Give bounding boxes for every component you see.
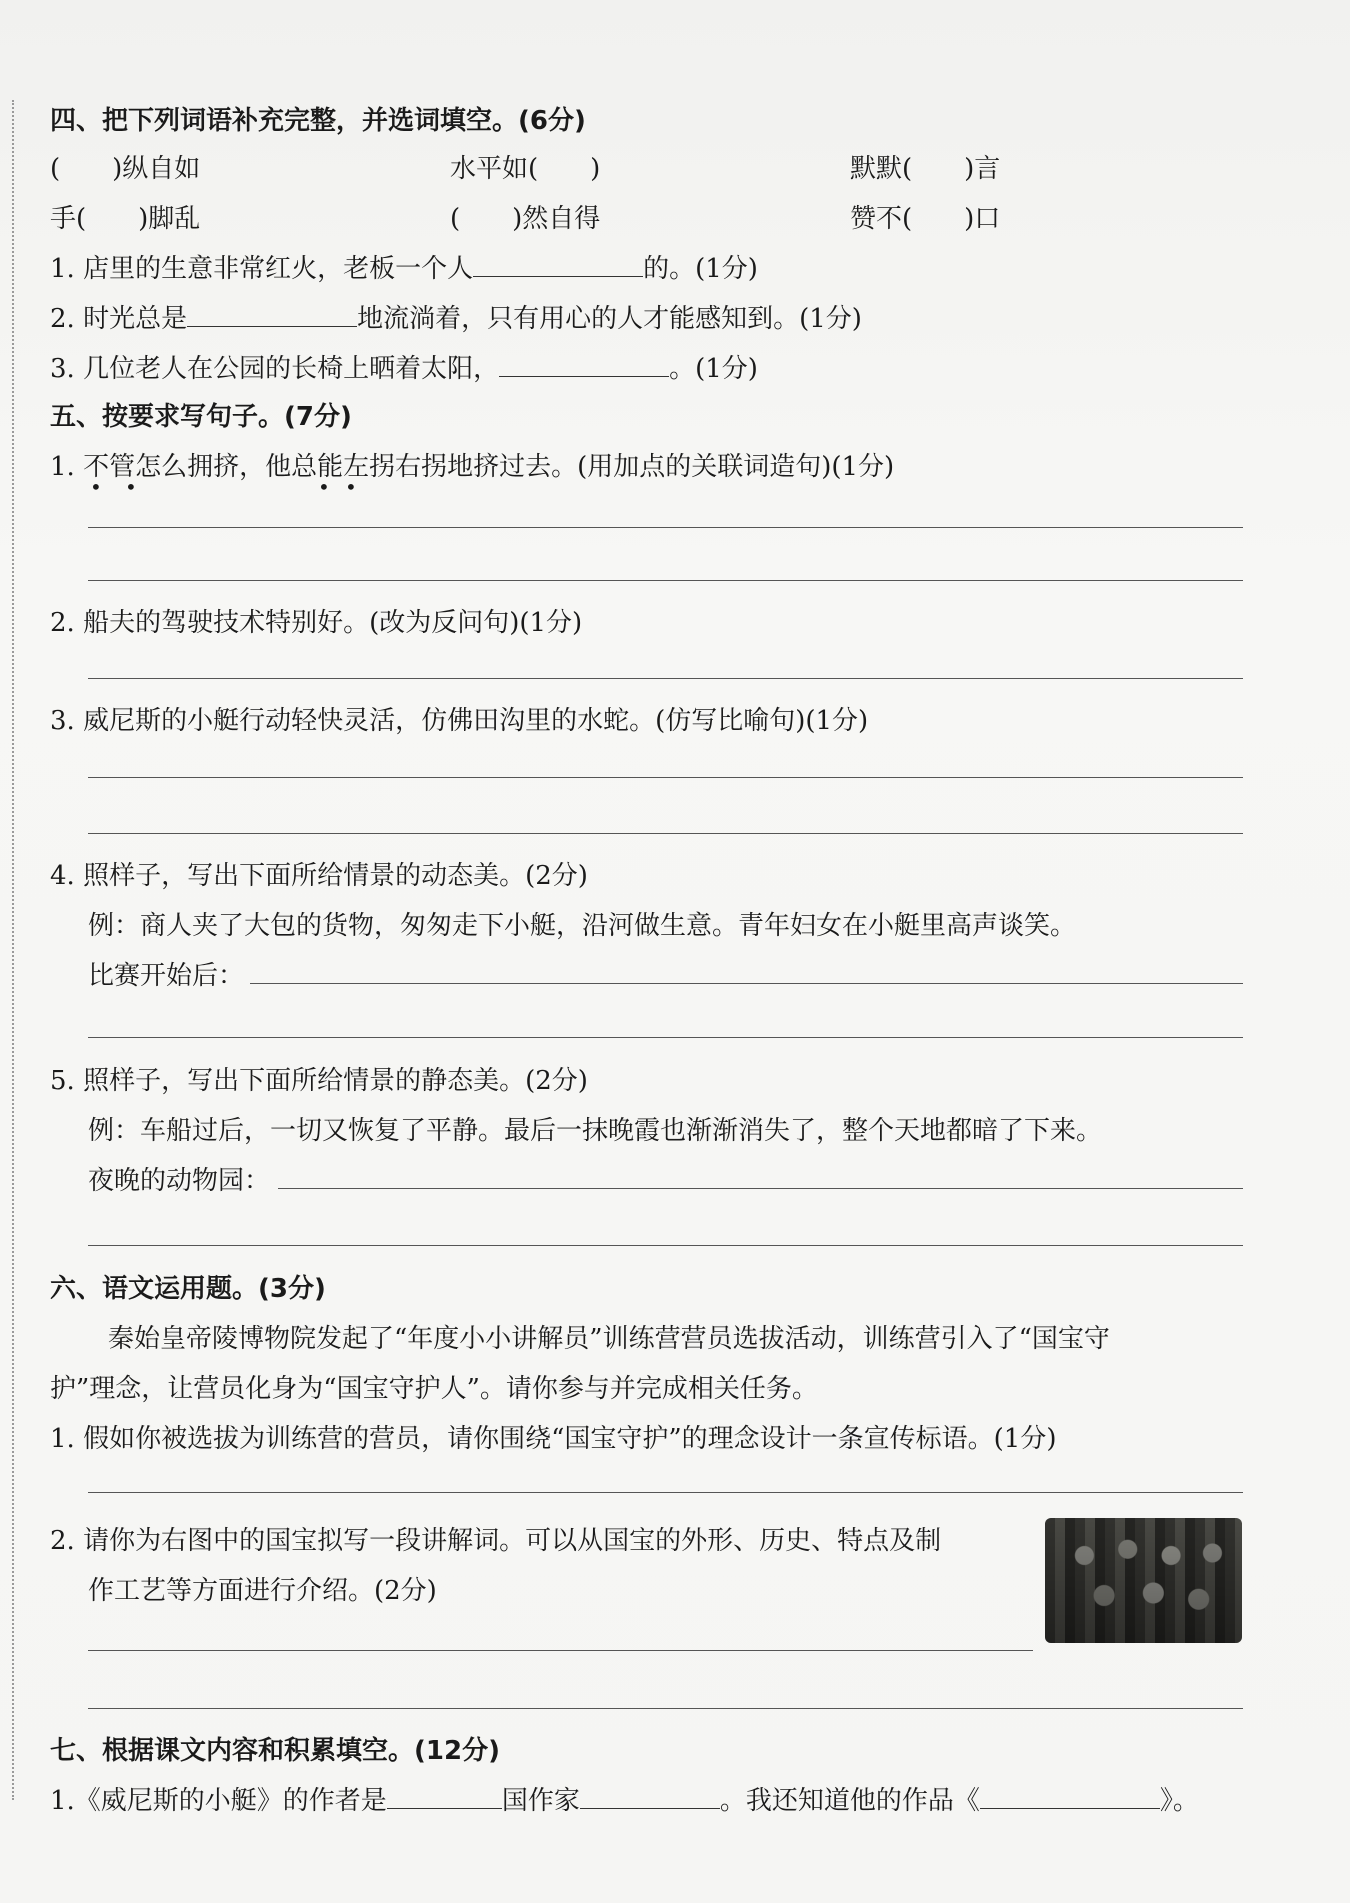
s7-q1-text-b: 国作家 [501, 1786, 580, 1816]
answer-line[interactable] [88, 1708, 1243, 1709]
emphasis-dot: • [345, 475, 357, 499]
s4-q3-text-a: 3. 几位老人在公园的长椅上晒着太阳， [50, 354, 500, 384]
s4-q1-blank[interactable] [473, 250, 643, 277]
s5-question-5: 5. 照样子，写出下面所给情景的静态美。(2分) [50, 1066, 588, 1096]
answer-line[interactable] [88, 580, 1243, 581]
s4-question-1 [50, 248, 758, 285]
idiom-1: ( )纵自如 [50, 154, 201, 184]
s5-question-4: 4. 照样子，写出下面所给情景的动态美。(2分) [50, 861, 588, 891]
s6-question-1: 1. 假如你被选拔为训练营的营员，请你围绕“国宝守护”的理念设计一条宣传标语。(1分) [50, 1424, 1057, 1454]
s4-question-3 [50, 348, 758, 385]
emphasis-dot: • [318, 475, 330, 499]
answer-line[interactable] [88, 1245, 1243, 1246]
section-6-title: 六、语文运用题。(3分) [50, 1274, 326, 1304]
s4-q2-text-a: 2. 时光总是 [50, 304, 188, 334]
section-7-title: 七、根据课文内容和积累填空。(12分) [50, 1736, 500, 1766]
emphasis-dot: • [125, 475, 137, 499]
answer-line[interactable] [88, 1037, 1243, 1038]
section-5-title: 五、按要求写句子。(7分) [50, 402, 352, 432]
s5-q4-prompt: 比赛开始后： [88, 961, 245, 991]
answer-line[interactable] [88, 1650, 1033, 1651]
s6-intro-line-2: 护”理念，让营员化身为“国宝守护人”。请你参与并完成相关任务。 [50, 1374, 818, 1404]
s7-q1-blank-work[interactable] [980, 1782, 1160, 1809]
idiom-6: 赞不( )口 [850, 204, 1001, 234]
idiom-5: ( )然自得 [450, 204, 601, 234]
s7-q1-blank-author[interactable] [580, 1782, 720, 1809]
s7-q1-text-d: 》。 [1159, 1786, 1199, 1816]
section-4-title: 四、把下列词语补充完整，并选词填空。(6分) [50, 106, 586, 136]
s4-question-2 [50, 298, 862, 335]
idiom-3: 默默( )言 [850, 154, 1001, 184]
s4-q1-text-b: 的。(1分) [643, 254, 758, 284]
s5-q5-prompt: 夜晚的动物园： [88, 1166, 271, 1196]
s5-question-2: 2. 船夫的驾驶技术特别好。(改为反问句)(1分) [50, 608, 583, 638]
s5-q5-example: 例：车船过后，一切又恢复了平静。最后一抹晚霞也渐渐消失了，整个天地都暗了下来。 [88, 1116, 1103, 1146]
s4-q3-text-b: 。(1分) [669, 354, 758, 384]
answer-line[interactable] [88, 678, 1243, 679]
answer-line[interactable] [250, 983, 1243, 984]
s7-q1-text-c: 。我还知道他的作品《 [719, 1786, 980, 1816]
s6-intro-line-1: 秦始皇帝陵博物院发起了“年度小小讲解员”训练营营员选拔活动，训练营引入了“国宝守 [108, 1324, 1110, 1354]
s4-q2-text-b: 地流淌着，只有用心的人才能感知到。(1分) [357, 304, 862, 334]
answer-line[interactable] [278, 1188, 1243, 1189]
s7-q1-text-a: 1.《威尼斯的小艇》的作者是 [50, 1786, 387, 1816]
answer-line[interactable] [88, 833, 1243, 834]
binding-margin-line [12, 100, 14, 1800]
s4-q1-text-a: 1. 店里的生意非常红火，老板一个人 [50, 254, 474, 284]
s6-question-2-line-1: 2. 请你为右图中的国宝拟写一段讲解词。可以从国宝的外形、历史、特点及制 [50, 1526, 942, 1556]
terracotta-warriors-photo [1045, 1518, 1242, 1643]
answer-line[interactable] [88, 527, 1243, 528]
idiom-4: 手( )脚乱 [50, 204, 201, 234]
emphasis-dot: • [90, 475, 102, 499]
answer-line[interactable] [88, 777, 1243, 778]
s7-question-1 [50, 1780, 1199, 1817]
s5-question-3: 3. 威尼斯的小艇行动轻快灵活，仿佛田沟里的水蛇。(仿写比喻句)(1分) [50, 706, 869, 736]
idiom-2: 水平如( ) [450, 154, 601, 184]
s5-q4-example: 例：商人夹了大包的货物，匆匆走下小艇，沿河做生意。青年妇女在小艇里高声谈笑。 [88, 911, 1077, 941]
s4-q3-blank[interactable] [499, 350, 669, 377]
s4-q2-blank[interactable] [187, 300, 357, 327]
s6-question-2-line-2: 作工艺等方面进行介绍。(2分) [88, 1576, 437, 1606]
answer-line[interactable] [88, 1492, 1243, 1493]
s7-q1-blank-country[interactable] [387, 1782, 502, 1809]
s5-question-1: 1. 不管怎么拥挤，他总能左拐右拐地挤过去。(用加点的关联词造句)(1分) [50, 452, 895, 482]
